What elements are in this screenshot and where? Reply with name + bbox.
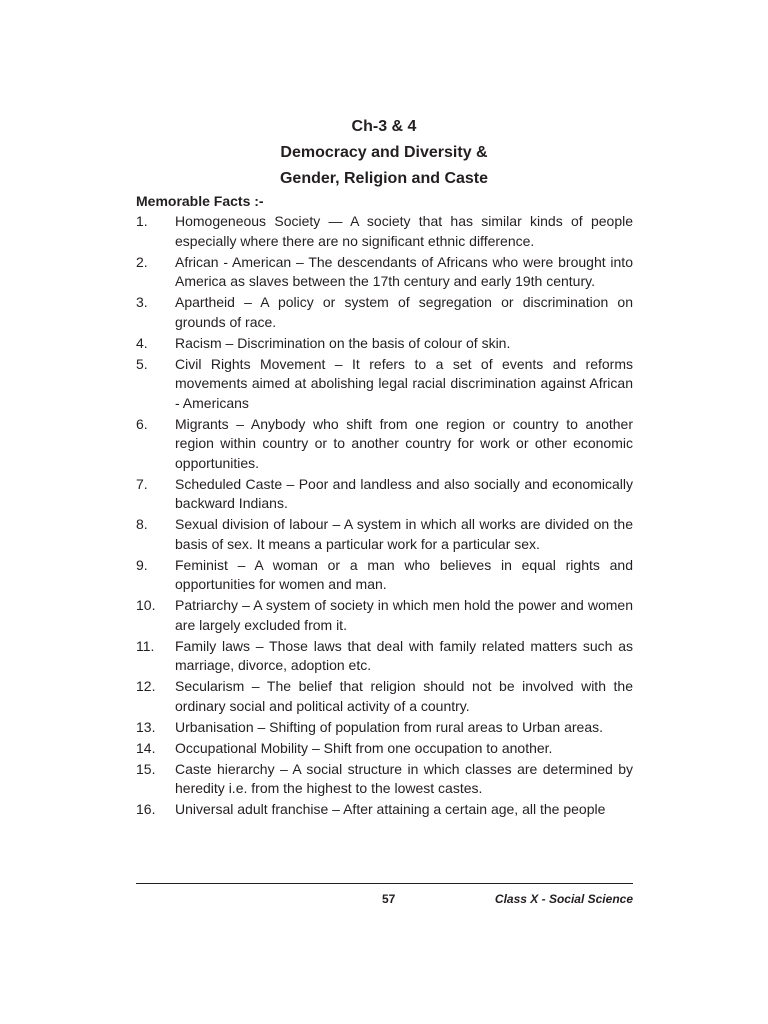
list-item xyxy=(136,334,633,354)
list-item-number: 7. xyxy=(136,475,148,492)
list-item xyxy=(136,212,633,251)
list-item-number: 6. xyxy=(136,415,148,432)
list-item xyxy=(136,800,633,820)
list-item-number: 2. xyxy=(136,253,148,270)
list-item-text: Civil Rights Movement – It refers to a set of events and reforms movements aimed at abolishing legal racial discrimination against African - Americans xyxy=(175,355,633,411)
list-item xyxy=(136,677,633,716)
list-item-number: 12. xyxy=(136,678,156,694)
facts-list xyxy=(136,212,633,821)
section-heading: Memorable Facts :- xyxy=(136,193,264,209)
chapter-title-line-2: Gender, Religion and Caste xyxy=(279,170,489,187)
list-item xyxy=(136,475,633,514)
list-item xyxy=(136,253,633,292)
list-item-text: Occupational Mobility – Shift from one occupation to another. xyxy=(175,739,553,756)
list-item-text: Sexual division of labour – A system in which all works are divided on the basis of sex. It means a particular work for a particular sex. xyxy=(175,516,633,552)
page-number: 57 xyxy=(382,892,396,906)
list-item-text: Apartheid – A policy or system of segregation or discrimination on grounds of race. xyxy=(175,294,633,330)
list-item xyxy=(136,739,633,759)
list-item xyxy=(136,718,633,738)
list-item xyxy=(136,556,633,595)
list-item xyxy=(136,760,633,799)
list-item-text: Migrants – Anybody who shift from one region or country to another region within country or to another country for work or other economic opportunities. xyxy=(175,415,633,471)
list-item-number: 5. xyxy=(136,355,148,372)
list-item-number: 13. xyxy=(136,718,156,735)
list-item xyxy=(136,637,633,676)
list-item-text: Feminist – A woman or a man who believes in equal rights and opportunities for women and man. xyxy=(175,556,633,592)
list-item-text: Homogeneous Society — A society that has similar kinds of people especially where there are no significant ethnic difference. xyxy=(175,213,633,249)
list-item-text: Caste hierarchy – A social structure in which classes are determined by heredity i.e. from the highest to the lowest castes. xyxy=(175,760,633,796)
chapter-title-line-1: Democracy and Diversity & xyxy=(280,144,488,161)
list-item xyxy=(136,293,633,332)
list-item-text: Secularism – The belief that religion should not be involved with the ordinary social and political activity of a country. xyxy=(175,678,633,714)
list-item-text: Family laws – Those laws that deal with family related matters such as marriage, divorce, adoption etc. xyxy=(175,637,633,673)
chapter-heading xyxy=(0,117,768,195)
list-item-text: Racism – Discrimination on the basis of colour of skin. xyxy=(175,334,511,351)
list-item-number: 16. xyxy=(136,801,156,817)
footer-class-name: Class X - Social Science xyxy=(494,892,633,906)
list-item-text: African - American – The descendants of Africans who were brought into America as slaves between the 17th century and early 19th century. xyxy=(175,253,633,289)
list-item-number: 9. xyxy=(136,556,148,573)
list-item xyxy=(136,355,633,414)
list-item-text: Urbanisation – Shifting of population from rural areas to Urban areas. xyxy=(175,718,604,735)
list-item-text: Universal adult franchise – After attaining a certain age, all the people xyxy=(175,801,606,817)
chapter-number: Ch-3 & 4 xyxy=(351,118,417,135)
list-item-number: 15. xyxy=(136,760,156,777)
list-item-number: 10. xyxy=(136,597,156,613)
list-item-number: 14. xyxy=(136,739,156,756)
list-item xyxy=(136,515,633,554)
list-item-number: 8. xyxy=(136,516,148,532)
footer-divider xyxy=(136,883,633,884)
list-item-number: 4. xyxy=(136,334,148,351)
list-item xyxy=(136,596,633,635)
list-item-text: Scheduled Caste – Poor and landless and also socially and economically backward Indians. xyxy=(175,475,633,511)
list-item-text: Patriarchy – A system of society in which men hold the power and women are largely excluded from it. xyxy=(175,597,633,633)
list-item-number: 3. xyxy=(136,294,148,310)
list-item xyxy=(136,415,633,474)
list-item-number: 11. xyxy=(136,637,155,654)
list-item-number: 1. xyxy=(136,213,148,229)
